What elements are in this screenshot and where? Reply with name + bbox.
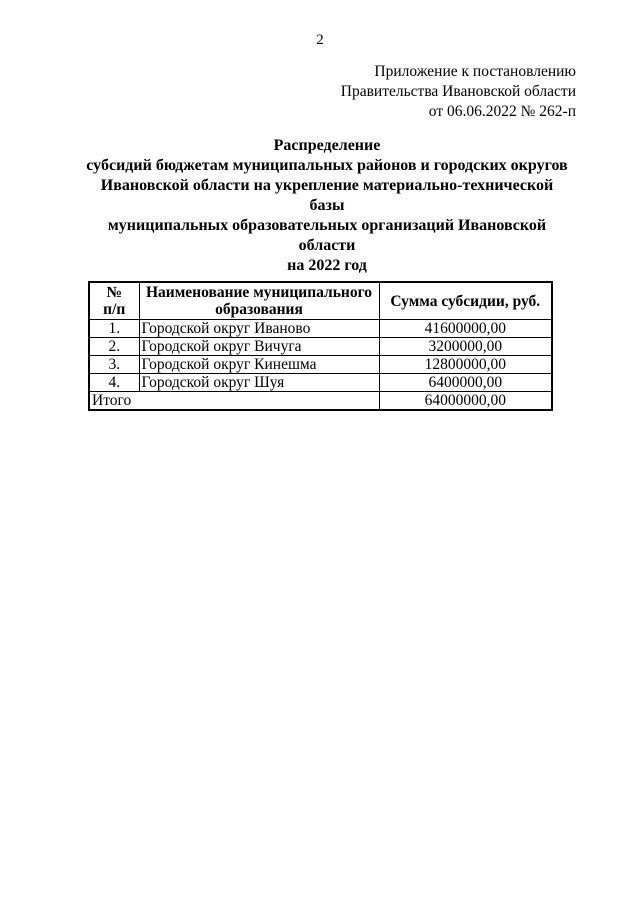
row-number: 3. bbox=[89, 356, 139, 374]
table-header-row bbox=[89, 282, 552, 320]
subsidy-amount: 12800000,00 bbox=[379, 356, 552, 374]
municipality-name: Городской округ Вичуга bbox=[139, 338, 379, 356]
appendix-line-1: Приложение к постановлению bbox=[374, 63, 576, 80]
subsidy-amount: 41600000,00 bbox=[379, 320, 552, 338]
title-line-3: Ивановской области на укрепление материально-технической базы bbox=[100, 177, 554, 214]
table-row bbox=[89, 320, 552, 338]
subsidy-amount: 6400000,00 bbox=[379, 374, 552, 392]
table-total-row bbox=[89, 392, 552, 411]
total-amount: 64000000,00 bbox=[379, 392, 552, 411]
page-number: 2 bbox=[316, 32, 324, 48]
title-line-2: субсидий бюджетам муниципальных районов и городских округов bbox=[86, 157, 568, 174]
title-line-1: Распределение bbox=[273, 137, 381, 154]
municipality-name: Городской округ Кинешма bbox=[139, 356, 379, 374]
title-line-4: муниципальных образовательных организаций Ивановской области bbox=[107, 217, 547, 254]
appendix-reference bbox=[0, 62, 640, 122]
row-number: 1. bbox=[89, 320, 139, 338]
document-title bbox=[0, 136, 640, 276]
table-row bbox=[89, 338, 552, 356]
municipality-name: Городской округ Иваново bbox=[139, 320, 379, 338]
column-header-number-line-2: п/п bbox=[103, 301, 126, 318]
total-label: Итого bbox=[89, 392, 379, 411]
table-row bbox=[89, 374, 552, 392]
subsidy-amount: 3200000,00 bbox=[379, 338, 552, 356]
column-header-municipality: Наименование муниципального образования bbox=[139, 282, 379, 320]
subsidy-distribution-table bbox=[88, 281, 553, 411]
column-header-number bbox=[89, 282, 139, 320]
municipality-name: Городской округ Шуя bbox=[139, 374, 379, 392]
appendix-line-3: от 06.06.2022 № 262-п bbox=[428, 103, 576, 120]
column-header-number-line-1: № bbox=[106, 284, 123, 301]
appendix-line-2: Правительства Ивановской области bbox=[340, 83, 576, 100]
row-number: 2. bbox=[89, 338, 139, 356]
row-number: 4. bbox=[89, 374, 139, 392]
title-line-5: на 2022 год bbox=[287, 257, 367, 274]
column-header-subsidy-sum: Сумма субсидии, руб. bbox=[379, 282, 552, 320]
table-row bbox=[89, 356, 552, 374]
